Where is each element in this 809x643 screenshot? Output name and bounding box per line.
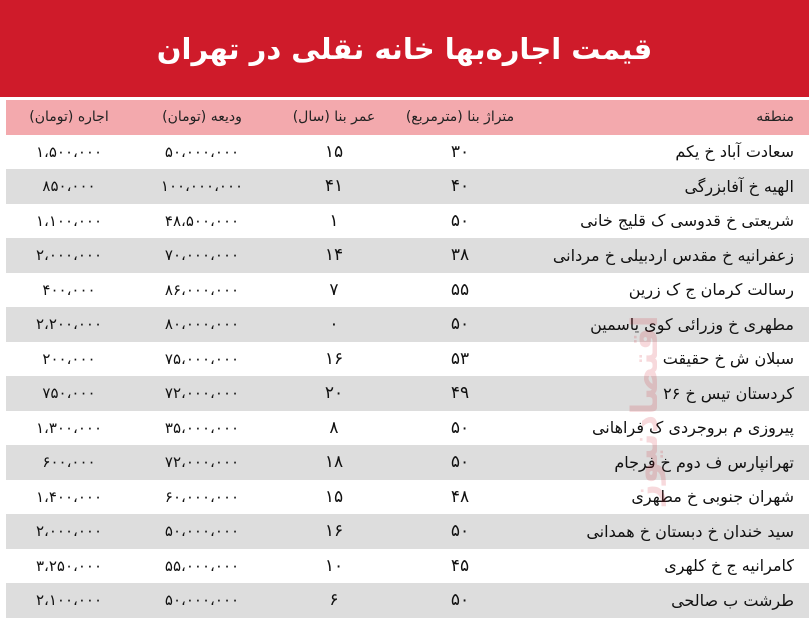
- cell-age: ۲۰: [272, 376, 396, 411]
- cell-deposit: ۵۵،۰۰۰،۰۰۰: [132, 549, 272, 584]
- table-row: [6, 514, 809, 549]
- cell-area: ۴۸: [396, 480, 524, 515]
- cell-rent: ۶۰۰،۰۰۰: [6, 445, 132, 480]
- table-row: [6, 204, 809, 239]
- column-header-deposit: ودیعه (تومان): [132, 100, 272, 135]
- table-row: [6, 342, 809, 377]
- cell-rent: ۷۵۰،۰۰۰: [6, 376, 132, 411]
- cell-age: ۸: [272, 411, 396, 446]
- cell-age: ۱: [272, 204, 396, 239]
- table-body: [6, 135, 809, 618]
- cell-region: کامرانیه ج خ کلهری: [524, 549, 809, 584]
- cell-region: پیروزی م بروجردی ک فراهانی: [524, 411, 809, 446]
- cell-region: سعادت آباد خ یکم: [524, 135, 809, 170]
- cell-deposit: ۷۵،۰۰۰،۰۰۰: [132, 342, 272, 377]
- cell-rent: ۱،۳۰۰،۰۰۰: [6, 411, 132, 446]
- cell-area: ۳۰: [396, 135, 524, 170]
- cell-region: رسالت کرمان ج ک زرین: [524, 273, 809, 308]
- cell-rent: ۲۰۰،۰۰۰: [6, 342, 132, 377]
- cell-deposit: ۷۰،۰۰۰،۰۰۰: [132, 238, 272, 273]
- table-row: [6, 135, 809, 170]
- cell-age: ۷: [272, 273, 396, 308]
- table-row: [6, 445, 809, 480]
- cell-rent: ۲،۱۰۰،۰۰۰: [6, 583, 132, 618]
- cell-deposit: ۵۰،۰۰۰،۰۰۰: [132, 514, 272, 549]
- cell-age: ۱۶: [272, 514, 396, 549]
- table-row: [6, 307, 809, 342]
- cell-deposit: ۶۰،۰۰۰،۰۰۰: [132, 480, 272, 515]
- cell-deposit: ۸۰،۰۰۰،۰۰۰: [132, 307, 272, 342]
- cell-deposit: ۱۰۰،۰۰۰،۰۰۰: [132, 169, 272, 204]
- cell-region: سید خندان خ دبستان خ همدانی: [524, 514, 809, 549]
- cell-rent: ۱،۱۰۰،۰۰۰: [6, 204, 132, 239]
- table-row: [6, 411, 809, 446]
- cell-region: زعفرانیه خ مقدس اردبیلی خ مردانی: [524, 238, 809, 273]
- cell-area: ۴۵: [396, 549, 524, 584]
- cell-area: ۵۰: [396, 583, 524, 618]
- rent-price-table: [6, 100, 809, 618]
- cell-rent: ۸۵۰،۰۰۰: [6, 169, 132, 204]
- table-row: [6, 583, 809, 618]
- cell-age: ۱۵: [272, 135, 396, 170]
- cell-deposit: ۴۸،۵۰۰،۰۰۰: [132, 204, 272, 239]
- cell-rent: ۲،۰۰۰،۰۰۰: [6, 238, 132, 273]
- cell-region: سبلان ش خ حقیقت: [524, 342, 809, 377]
- cell-area: ۵۰: [396, 307, 524, 342]
- cell-rent: ۲،۲۰۰،۰۰۰: [6, 307, 132, 342]
- cell-age: ۱۸: [272, 445, 396, 480]
- table-row: [6, 273, 809, 308]
- cell-region: شریعتی خ قدوسی ک قلیج خانی: [524, 204, 809, 239]
- column-header-area: متراژ بنا (مترمربع): [396, 100, 524, 135]
- cell-area: ۵۳: [396, 342, 524, 377]
- cell-region: مطهری خ وزرائی کوی یاسمین: [524, 307, 809, 342]
- cell-age: ۱۶: [272, 342, 396, 377]
- cell-region: کردستان تیس خ ۲۶: [524, 376, 809, 411]
- cell-area: ۵۰: [396, 445, 524, 480]
- cell-age: ۱۵: [272, 480, 396, 515]
- table-row: [6, 169, 809, 204]
- column-header-region: منطقه: [524, 100, 809, 135]
- cell-area: ۵۰: [396, 411, 524, 446]
- title-banner: [0, 0, 809, 97]
- table-row: [6, 376, 809, 411]
- cell-age: ۰: [272, 307, 396, 342]
- cell-age: ۶: [272, 583, 396, 618]
- cell-rent: ۲،۰۰۰،۰۰۰: [6, 514, 132, 549]
- cell-rent: ۴۰۰،۰۰۰: [6, 273, 132, 308]
- cell-deposit: ۵۰،۰۰۰،۰۰۰: [132, 583, 272, 618]
- cell-age: ۱۰: [272, 549, 396, 584]
- cell-region: الهیه خ آفابزرگی: [524, 169, 809, 204]
- cell-deposit: ۵۰،۰۰۰،۰۰۰: [132, 135, 272, 170]
- cell-rent: ۱،۴۰۰،۰۰۰: [6, 480, 132, 515]
- cell-area: ۵۰: [396, 514, 524, 549]
- cell-deposit: ۸۶،۰۰۰،۰۰۰: [132, 273, 272, 308]
- cell-area: ۴۹: [396, 376, 524, 411]
- cell-deposit: ۳۵،۰۰۰،۰۰۰: [132, 411, 272, 446]
- cell-region: طرشت ب صالحی: [524, 583, 809, 618]
- cell-age: ۱۴: [272, 238, 396, 273]
- table-row: [6, 238, 809, 273]
- header-row: [6, 100, 809, 135]
- table-row: [6, 549, 809, 584]
- table-row: [6, 480, 809, 515]
- column-header-rent: اجاره (تومان): [6, 100, 132, 135]
- cell-rent: ۳،۲۵۰،۰۰۰: [6, 549, 132, 584]
- column-header-age: عمر بنا (سال): [272, 100, 396, 135]
- cell-deposit: ۷۲،۰۰۰،۰۰۰: [132, 376, 272, 411]
- cell-deposit: ۷۲،۰۰۰،۰۰۰: [132, 445, 272, 480]
- cell-region: شهران جنوبی خ مطهری: [524, 480, 809, 515]
- cell-region: تهرانپارس ف دوم خ فرجام: [524, 445, 809, 480]
- cell-age: ۴۱: [272, 169, 396, 204]
- cell-rent: ۱،۵۰۰،۰۰۰: [6, 135, 132, 170]
- cell-area: ۵۰: [396, 204, 524, 239]
- cell-area: ۵۵: [396, 273, 524, 308]
- table-header: [6, 100, 809, 135]
- cell-area: ۴۰: [396, 169, 524, 204]
- page-title: قیمت اجاره‌بها خانه نقلی در تهران: [156, 31, 653, 66]
- cell-area: ۳۸: [396, 238, 524, 273]
